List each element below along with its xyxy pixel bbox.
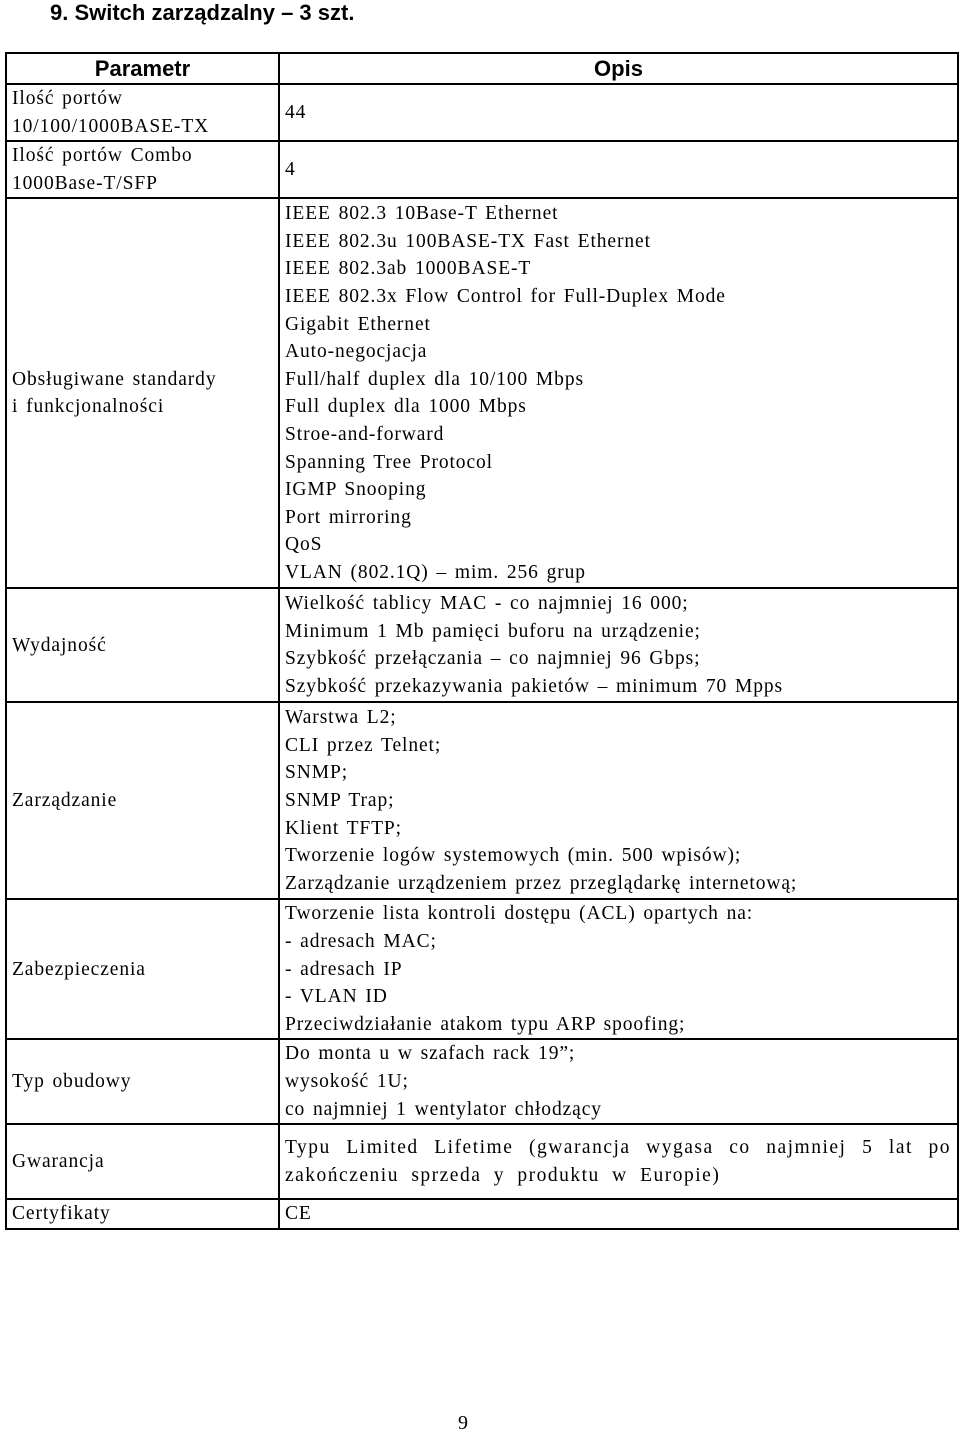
section-heading: 9. Switch zarządzalny – 3 szt.: [50, 0, 355, 25]
table-row: [6, 1199, 958, 1229]
desc-line: Tworzenie lista kontroli dostępu (ACL) opartych na:: [285, 903, 754, 925]
table-row: [6, 1039, 958, 1124]
desc-line: IGMP Snooping: [285, 479, 427, 501]
header-opis: Opis: [279, 53, 958, 84]
param-cell: [6, 702, 279, 899]
param-line: Obsługiwane standardy: [12, 368, 217, 390]
table-row: [6, 588, 958, 702]
table-row: [6, 84, 958, 141]
desc-cell: [279, 1199, 958, 1229]
table-row: [6, 702, 958, 899]
desc-line: Spanning Tree Protocol: [285, 451, 493, 473]
table-row: [6, 1124, 958, 1199]
param-line: Zabezpieczenia: [12, 958, 146, 980]
param-line: Zarządzanie: [12, 790, 118, 812]
param-line: 10/100/1000BASE-TX: [12, 115, 210, 137]
desc-line: Szybkość przełączania – co najmniej 96 Gbps;: [285, 648, 701, 670]
param-line: Ilość portów: [12, 88, 123, 109]
desc-line: Warstwa L2;: [285, 707, 397, 729]
desc-cell: [279, 588, 958, 702]
desc-line: Full/half duplex dla 10/100 Mbps: [285, 368, 584, 390]
param-cell: [6, 84, 279, 141]
desc-line: 4: [285, 158, 296, 180]
desc-line: Do monta u w szafach rack 19”;: [285, 1043, 576, 1065]
desc-line: IEEE 802.3u 100BASE-TX Fast Ethernet: [285, 230, 651, 252]
param-cell: [6, 1199, 279, 1229]
param-cell: [6, 588, 279, 702]
desc-paragraph: Typu Limited Lifetime (gwarancja wygasa co najmniej 5 lat po zakończeniu sprzeda y produktu w Europie): [285, 1137, 951, 1186]
param-line: Certyfikaty: [12, 1203, 111, 1225]
desc-cell: [279, 141, 958, 198]
desc-line: Tworzenie logów systemowych (min. 500 wpisów);: [285, 845, 742, 867]
desc-line: Full duplex dla 1000 Mbps: [285, 396, 527, 418]
param-line: Ilość portów Combo: [12, 145, 193, 167]
desc-line: Wielkość tablicy MAC - co najmniej 16 000;: [285, 593, 689, 615]
param-cell: [6, 1039, 279, 1124]
desc-line: 44: [285, 101, 307, 123]
desc-cell: [279, 1124, 958, 1199]
param-line: 1000Base-T/SFP: [12, 172, 158, 194]
desc-line: Stroe-and-forward: [285, 423, 445, 445]
desc-line: - VLAN ID: [285, 986, 388, 1008]
desc-line: Klient TFTP;: [285, 817, 402, 839]
desc-cell: [279, 702, 958, 899]
param-cell: [6, 141, 279, 198]
desc-line: VLAN (802.1Q) – mim. 256 grup: [285, 561, 586, 583]
table-row: [6, 899, 958, 1039]
desc-line: IEEE 802.3 10Base-T Ethernet: [285, 203, 559, 225]
desc-cell: [279, 84, 958, 141]
desc-cell: [279, 1039, 958, 1124]
desc-line: CE: [285, 1203, 312, 1225]
table-row: [6, 141, 958, 198]
desc-line: Zarządzanie urządzeniem przez przeglądarkę internetową;: [285, 872, 798, 894]
desc-line: SNMP Trap;: [285, 790, 395, 812]
desc-line: CLI przez Telnet;: [285, 734, 442, 756]
desc-line: IEEE 802.3x Flow Control for Full-Duplex Mode: [285, 286, 726, 307]
param-line: i funkcjonalności: [12, 396, 165, 418]
desc-line: Port mirroring: [285, 506, 412, 528]
spec-table: [5, 52, 959, 1230]
param-line: Wydajność: [12, 634, 107, 656]
desc-line: Minimum 1 Mb pamięci buforu na urządzenie;: [285, 620, 701, 642]
param-cell: [6, 198, 279, 588]
table-row: [6, 198, 958, 588]
desc-line: Przeciwdziałanie atakom typu ARP spoofing;: [285, 1013, 686, 1035]
desc-line: QoS: [285, 534, 323, 556]
desc-line: Auto-negocjacja: [285, 341, 428, 363]
desc-line: IEEE 802.3ab 1000BASE-T: [285, 258, 532, 280]
desc-line: - adresach IP: [285, 958, 403, 980]
param-line: Gwarancja: [12, 1151, 105, 1173]
page-number: 9: [458, 1412, 468, 1434]
param-cell: [6, 899, 279, 1039]
desc-line: Szybkość przekazywania pakietów – minimum 70 Mpps: [285, 675, 784, 697]
desc-cell: [279, 198, 958, 588]
table-header-row: [6, 53, 958, 84]
desc-cell: [279, 899, 958, 1039]
param-cell: [6, 1124, 279, 1199]
param-line: Typ obudowy: [12, 1071, 132, 1093]
header-parametr: Parametr: [6, 53, 279, 84]
desc-line: - adresach MAC;: [285, 930, 437, 952]
desc-line: co najmniej 1 wentylator chłodzący: [285, 1098, 602, 1120]
desc-line: wysokość 1U;: [285, 1071, 409, 1093]
desc-line: Gigabit Ethernet: [285, 313, 431, 335]
desc-line: SNMP;: [285, 762, 349, 784]
